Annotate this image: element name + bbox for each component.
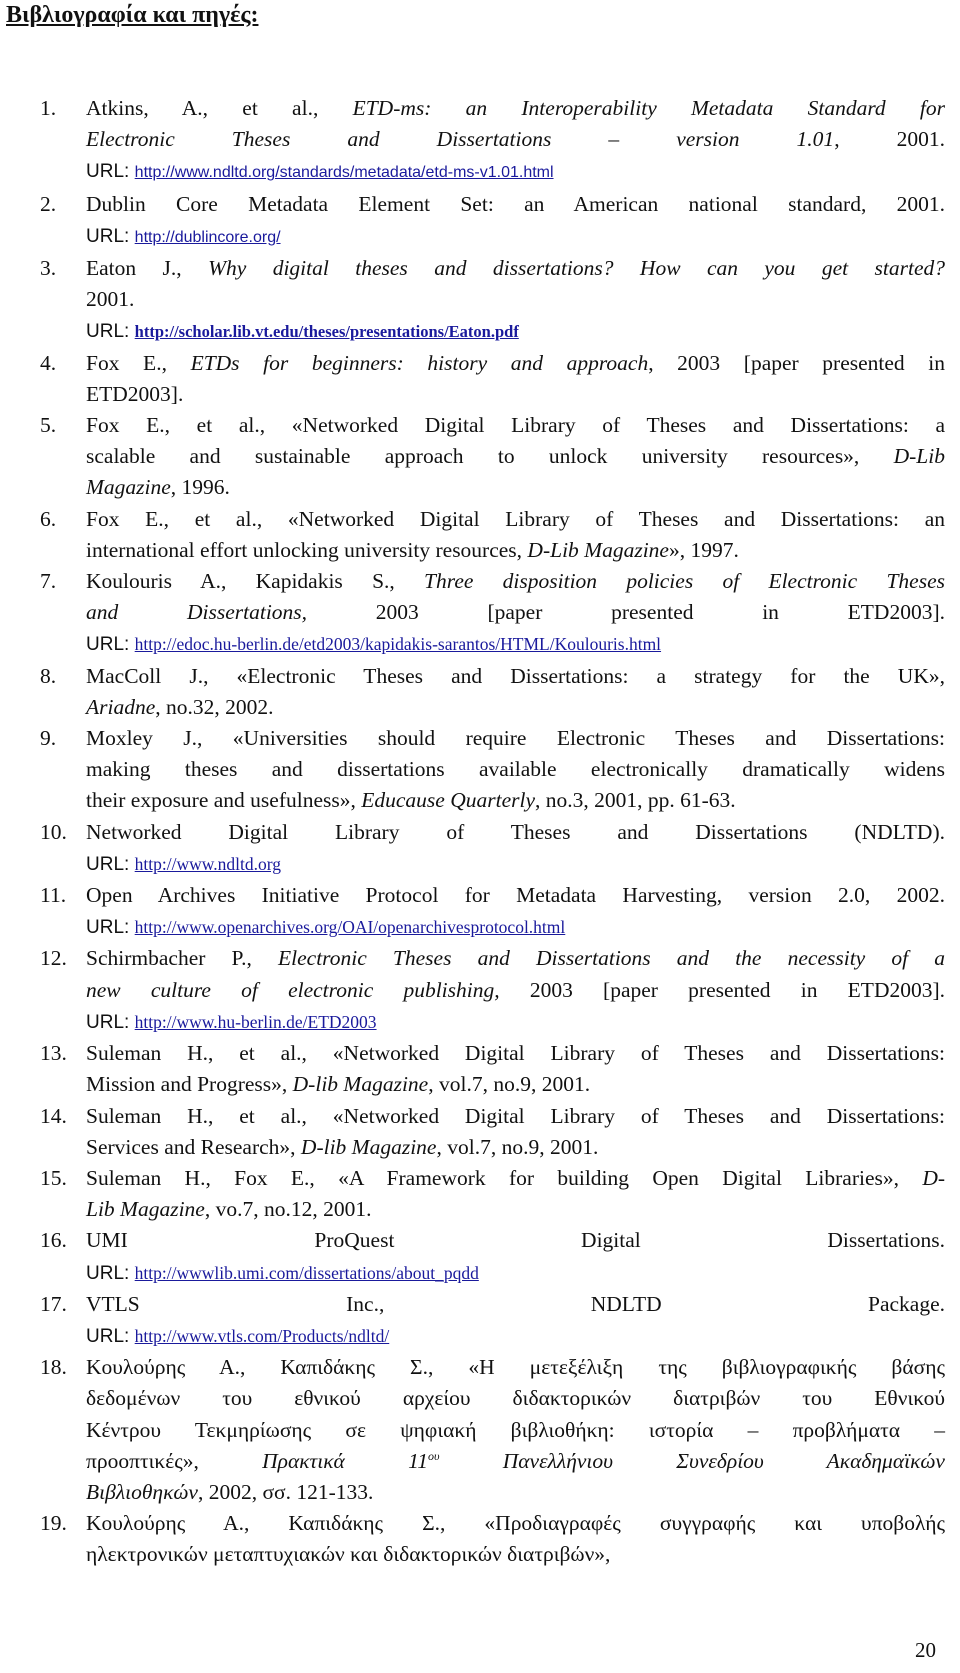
- reference-text: [86, 1352, 945, 1508]
- reference-number: 15.: [40, 1165, 67, 1190]
- reference-item: [40, 880, 945, 943]
- reference-number: 18.: [40, 1355, 67, 1380]
- reference-item: [40, 1101, 945, 1163]
- superscript: ου: [427, 1448, 440, 1463]
- reference-text: [86, 1038, 945, 1100]
- reference-text: [86, 253, 945, 348]
- reference-text-segment: their exposure and usefulness»,: [86, 788, 362, 813]
- reference-url-link[interactable]: http://www.ndltd.org: [134, 853, 281, 874]
- reference-text-segment: Fox E.,: [86, 350, 191, 375]
- reference-text-segment: UMI ProQuest Digital Dissertations.: [86, 1228, 945, 1253]
- reference-text-segment: ηλεκτρονικών μεταπτυχιακών και διδακτορικών διατριβών»,: [86, 1542, 611, 1567]
- reference-text-segment: 2001.: [86, 287, 135, 312]
- italic-title-text: Electronic Theses and Dissertations and the necessity of a: [278, 946, 945, 971]
- reference-text: [86, 1101, 945, 1163]
- reference-text: [86, 566, 945, 661]
- reference-item: [40, 1289, 945, 1352]
- italic-title-text: Why digital theses and dissertations? How can you get started?: [208, 256, 945, 281]
- reference-text-segment: Open Archives Initiative Protocol for Metadata Harvesting, version 2.0, 2002.: [86, 883, 945, 908]
- reference-number: 1.: [40, 96, 57, 120]
- reference-text-segment: », 1997.: [668, 537, 739, 562]
- reference-item: [40, 1352, 945, 1508]
- reference-text: [86, 661, 945, 723]
- reference-url-link[interactable]: http://scholar.lib.vt.edu/theses/presentations/Eaton.pdf: [134, 322, 519, 342]
- reference-item: [40, 1163, 945, 1225]
- reference-text-segment: Schirmbacher P.,: [86, 946, 279, 971]
- reference-text-segment: Moxley J., «Universities should require Electronic Theses and Dissertations:: [86, 726, 945, 751]
- reference-text-segment: , 2002, σσ. 121-133.: [197, 1479, 374, 1504]
- reference-text-segment: , vo.7, no.12, 2001.: [204, 1197, 372, 1222]
- reference-text: [86, 1289, 945, 1352]
- reference-text: [86, 943, 945, 1038]
- page-title: Βιβλιογραφία και πηγές:: [6, 2, 259, 28]
- italic-title-text: Magazine: [86, 475, 171, 500]
- reference-number: 8.: [40, 663, 57, 688]
- reference-text-segment: Dublin Core Metadata Element Set: an American national standard, 2001.: [86, 191, 945, 216]
- reference-item: [40, 93, 945, 189]
- reference-item: [40, 566, 945, 661]
- reference-text-segment: Κουλούρης Α., Καπιδάκης Σ., «Προδιαγραφές συγγραφής και υποβολής: [86, 1511, 945, 1536]
- italic-title-text: new culture of electronic publishing,: [86, 977, 500, 1002]
- reference-text-segment: Κουλούρης Α., Καπιδάκης Σ., «Η μετεξέλιξη της βιβλιογραφικής βάσης: [86, 1355, 945, 1380]
- reference-text-segment: , no.32, 2002.: [155, 694, 274, 719]
- reference-text-segment: Suleman H., et al., «Networked Digital Library of Theses and Dissertations:: [86, 1103, 945, 1128]
- reference-text-segment: 2003 [paper presented in ETD2003].: [499, 977, 946, 1002]
- reference-text-segment: , 2003 [paper presented in: [648, 350, 945, 375]
- reference-url-link[interactable]: http://wwwlib.umi.com/dissertations/about_pqdd: [134, 1262, 479, 1283]
- reference-text: [86, 1225, 945, 1288]
- italic-title-text: ETDs for beginners: history and approach: [190, 350, 649, 375]
- reference-number: 12.: [40, 946, 67, 971]
- reference-text-segment: Koulouris A., Kapidakis S.,: [86, 569, 425, 594]
- reference-number: 17.: [40, 1291, 67, 1316]
- reference-text-segment: , vol.7, no.9, 2001.: [436, 1134, 599, 1159]
- reference-text-segment: δεδομένων του εθνικού αρχείου διδακτορικών διατριβών του Εθνικού: [86, 1386, 945, 1411]
- italic-title-text: D-Lib Magazine: [527, 537, 669, 562]
- italic-title-text: Πρακτικά 11: [262, 1448, 428, 1473]
- reference-number: 3.: [40, 256, 57, 281]
- reference-item: [40, 1225, 945, 1288]
- reference-text: [86, 723, 945, 817]
- reference-text-segment: , 1996.: [170, 475, 230, 500]
- italic-title-text: Πανελλήνιου Συνεδρίου Ακαδημαϊκών: [439, 1448, 945, 1473]
- reference-text-segment: ETD2003].: [86, 381, 184, 406]
- italic-title-text: D-lib Magazine: [292, 1072, 429, 1097]
- reference-item: [40, 723, 945, 817]
- reference-text-segment: scalable and sustainable approach to unlock university resources»,: [86, 444, 894, 469]
- italic-title-text: D-Lib: [893, 444, 945, 469]
- reference-number: 13.: [40, 1041, 67, 1066]
- url-label: URL:: [86, 1262, 130, 1284]
- italic-title-text: Three disposition policies of Electronic Theses: [424, 569, 945, 594]
- reference-text-segment: Eaton J.,: [86, 256, 209, 281]
- reference-text-segment: 2003 [paper presented in ETD2003].: [307, 600, 945, 625]
- reference-number: 2.: [40, 191, 57, 216]
- reference-number: 19.: [40, 1511, 67, 1536]
- reference-text-segment: , 2001.: [834, 127, 945, 152]
- reference-number: 4.: [40, 350, 57, 375]
- reference-text-segment: , no.3, 2001, pp. 61-63.: [535, 788, 736, 813]
- reference-number: 6.: [40, 506, 57, 531]
- reference-number: 5.: [40, 413, 57, 438]
- reference-text-segment: making theses and dissertations available electronically dramatically widens: [86, 757, 945, 782]
- reference-text-segment: Atkins, A., et al.,: [86, 96, 353, 120]
- reference-text-segment: , vol.7, no.9, 2001.: [428, 1072, 591, 1097]
- reference-item: [40, 661, 945, 723]
- reference-text-segment: Networked Digital Library of Theses and Dissertations (NDLTD).: [86, 819, 945, 844]
- reference-text-segment: Mission and Progress»,: [86, 1072, 293, 1097]
- reference-text: [86, 817, 945, 880]
- url-label: URL:: [86, 321, 130, 343]
- reference-item: [40, 410, 945, 504]
- reference-text: [86, 1508, 945, 1570]
- url-label: URL:: [86, 1011, 130, 1033]
- reference-text-segment: Suleman H., et al., «Networked Digital Library of Theses and Dissertations:: [86, 1041, 945, 1066]
- reference-text: [86, 93, 945, 189]
- reference-number: 10.: [40, 819, 67, 844]
- url-label: URL:: [86, 634, 130, 656]
- reference-text: [86, 348, 945, 410]
- reference-number: 7.: [40, 569, 57, 594]
- reference-item: [40, 1038, 945, 1100]
- reference-text: [86, 880, 945, 943]
- reference-item: [40, 504, 945, 566]
- url-label: URL:: [86, 917, 130, 939]
- reference-text-segment: Services and Research»,: [86, 1134, 301, 1159]
- url-label: URL:: [86, 225, 130, 247]
- reference-number: 16.: [40, 1228, 67, 1253]
- reference-item: [40, 817, 945, 880]
- reference-url-link[interactable]: http://www.vtls.com/Products/ndltd/: [134, 1325, 390, 1346]
- reference-url-link[interactable]: http://dublincore.org/: [134, 228, 281, 246]
- reference-text: [86, 189, 945, 253]
- reference-item: [40, 189, 945, 253]
- italic-title-text: D-: [922, 1165, 945, 1190]
- reference-text-segment: Κέντρου Τεκμηρίωσης σε ψηφιακή βιβλιοθήκη: ιστορία – προβλήματα –: [86, 1417, 945, 1442]
- reference-item: [40, 1508, 945, 1570]
- reference-number: 14.: [40, 1103, 67, 1128]
- italic-title-text: Electronic Theses and Dissertations – version 1.01: [86, 127, 835, 152]
- reference-list: [40, 93, 945, 1571]
- reference-text-segment: MacColl J., «Electronic Theses and Dissertations: a strategy for the UK»,: [86, 663, 945, 688]
- italic-title-text: Ariadne: [86, 694, 156, 719]
- reference-text: [86, 504, 945, 566]
- italic-title-text: D-lib Magazine: [300, 1134, 437, 1159]
- italic-title-text: ETD-ms: an Interoperability Metadata Standard for: [352, 96, 946, 120]
- reference-text-segment: προοπτικές»,: [86, 1448, 263, 1473]
- reference-item: [40, 348, 945, 410]
- page-number: 20: [915, 1638, 936, 1662]
- reference-item: [40, 253, 945, 348]
- italic-title-text: Βιβλιοθηκών: [86, 1479, 198, 1504]
- reference-number: 9.: [40, 726, 57, 751]
- url-label: URL:: [86, 1325, 130, 1347]
- italic-title-text: and Dissertations,: [86, 600, 308, 625]
- reference-item: [40, 943, 945, 1038]
- reference-url-link[interactable]: http://www.ndltd.org/standards/metadata/etd-ms-v1.01.html: [134, 164, 554, 182]
- reference-url-link[interactable]: http://www.hu-berlin.de/ETD2003: [134, 1011, 377, 1032]
- reference-text-segment: Fox E., et al., «Networked Digital Library of Theses and Dissertations: an: [86, 506, 945, 531]
- reference-text-segment: Suleman H., Fox E., «A Framework for building Open Digital Libraries»,: [86, 1165, 923, 1190]
- reference-text-segment: international effort unlocking university resources,: [86, 537, 528, 562]
- reference-url-link[interactable]: http://www.openarchives.org/OAI/openarchivesprotocol.html: [134, 917, 566, 938]
- reference-text-segment: VTLS Inc., NDLTD Package.: [86, 1291, 945, 1316]
- url-label: URL:: [86, 853, 130, 875]
- reference-text-segment: Fox E., et al., «Networked Digital Library of Theses and Dissertations: a: [86, 413, 945, 438]
- url-label: URL:: [86, 161, 130, 183]
- reference-url-link[interactable]: http://edoc.hu-berlin.de/etd2003/kapidakis-sarantos/HTML/Koulouris.html: [134, 634, 662, 655]
- italic-title-text: Lib Magazine: [86, 1197, 205, 1222]
- reference-text: [86, 410, 945, 504]
- reference-text: [86, 1163, 945, 1225]
- reference-number: 11.: [40, 883, 67, 908]
- italic-title-text: Educause Quarterly: [361, 788, 536, 813]
